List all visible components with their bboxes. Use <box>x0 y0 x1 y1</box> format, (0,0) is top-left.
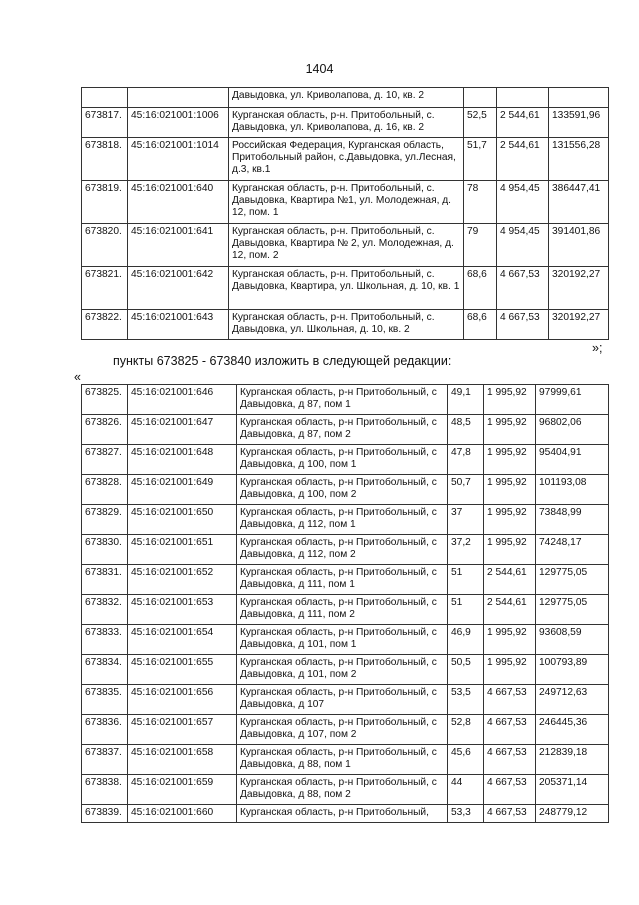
table-row <box>82 108 609 138</box>
unit-value-cell: 4 667,53 <box>484 685 536 715</box>
unit-value-cell: 2 544,61 <box>497 138 549 181</box>
unit-value-cell: 1 995,92 <box>484 625 536 655</box>
table-row <box>82 385 609 415</box>
unit-value-cell: 4 667,53 <box>484 745 536 775</box>
unit-value-cell: 4 954,45 <box>497 181 549 224</box>
table-row <box>82 685 609 715</box>
cadastral-number-cell: 45:16:021001:1014 <box>128 138 229 181</box>
cadastral-value-cell: 95404,91 <box>536 445 609 475</box>
table-row <box>82 805 609 823</box>
cadastral-value-cell: 386447,41 <box>549 181 609 224</box>
table-row <box>82 595 609 625</box>
cadastral-value-cell: 129775,05 <box>536 595 609 625</box>
cadastral-value-cell: 320192,27 <box>549 267 609 310</box>
item-number-cell: 673837. <box>82 745 128 775</box>
cadastral-number-cell: 45:16:021001:646 <box>128 385 237 415</box>
cadastral-number-cell: 45:16:021001:655 <box>128 655 237 685</box>
area-cell: 51 <box>448 595 484 625</box>
area-cell: 68,6 <box>464 267 497 310</box>
table-row <box>82 138 609 181</box>
unit-value-cell: 4 667,53 <box>484 715 536 745</box>
table-row <box>82 88 609 108</box>
table-row <box>82 775 609 805</box>
cadastral-number-cell: 45:16:021001:649 <box>128 475 237 505</box>
item-number-cell: 673831. <box>82 565 128 595</box>
table-row <box>82 715 609 745</box>
item-number-cell: 673822. <box>82 310 128 340</box>
unit-value-cell: 1 995,92 <box>484 475 536 505</box>
area-cell: 51 <box>448 565 484 595</box>
item-number-cell: 673836. <box>82 715 128 745</box>
cadastral-value-cell: 246445,36 <box>536 715 609 745</box>
table-row <box>82 415 609 445</box>
address-cell: Курганская область, р-н Притобольный, с Давыдовка, д 111, пом 1 <box>237 565 448 595</box>
cadastral-number-cell: 45:16:021001:643 <box>128 310 229 340</box>
cadastral-number-cell: 45:16:021001:660 <box>128 805 237 823</box>
item-number-cell: 673833. <box>82 625 128 655</box>
address-cell: Курганская область, р-н Притобольный, с Давыдовка, д 111, пом 2 <box>237 595 448 625</box>
unit-value-cell: 1 995,92 <box>484 505 536 535</box>
table-row <box>82 625 609 655</box>
cadastral-value-cell: 248779,12 <box>536 805 609 823</box>
cadastral-number-cell: 45:16:021001:657 <box>128 715 237 745</box>
address-cell: Курганская область, р-н Притобольный, с Давыдовка, д 107 <box>237 685 448 715</box>
area-cell: 48,5 <box>448 415 484 445</box>
table-row <box>82 565 609 595</box>
address-cell: Курганская область, р-н Притобольный, с Давыдовка, д 87, пом 2 <box>237 415 448 445</box>
cadastral-value-cell: 97999,61 <box>536 385 609 415</box>
unit-value-cell: 2 544,61 <box>484 595 536 625</box>
cadastral-value-cell: 74248,17 <box>536 535 609 565</box>
address-cell: Курганская область, р-н Притобольный, с Давыдовка, д 88, пом 1 <box>237 745 448 775</box>
cadastral-value-cell: 212839,18 <box>536 745 609 775</box>
page-number: 1404 <box>305 62 334 76</box>
area-cell: 51,7 <box>464 138 497 181</box>
item-number-cell: 673826. <box>82 415 128 445</box>
address-cell: Курганская область, р-н Притобольный, с Давыдовка, д 107, пом 2 <box>237 715 448 745</box>
address-cell: Курганская область, р-н Притобольный, с Давыдовка, д 87, пом 1 <box>237 385 448 415</box>
area-cell: 37 <box>448 505 484 535</box>
unit-value-cell: 4 667,53 <box>484 775 536 805</box>
area-cell: 49,1 <box>448 385 484 415</box>
address-cell: Курганская область, р-н Притобольный, с Давыдовка, д 100, пом 2 <box>237 475 448 505</box>
item-number-cell: 673829. <box>82 505 128 535</box>
unit-value-cell <box>497 88 549 108</box>
item-number-cell: 673817. <box>82 108 128 138</box>
opening-quote: « <box>74 370 81 384</box>
cadastral-number-cell: 45:16:021001:642 <box>128 267 229 310</box>
item-number-cell: 673821. <box>82 267 128 310</box>
unit-value-cell: 1 995,92 <box>484 385 536 415</box>
unit-value-cell: 4 954,45 <box>497 224 549 267</box>
table-row <box>82 745 609 775</box>
table-row <box>82 655 609 685</box>
item-number-cell: 673828. <box>82 475 128 505</box>
cadastral-number-cell: 45:16:021001:659 <box>128 775 237 805</box>
cadastral-number-cell: 45:16:021001:651 <box>128 535 237 565</box>
unit-value-cell: 4 667,53 <box>484 805 536 823</box>
area-cell: 52,8 <box>448 715 484 745</box>
address-cell: Курганская область, р-н Притобольный, с Давыдовка, д 112, пом 2 <box>237 535 448 565</box>
address-cell: Курганская область, р-н Притобольный, с Давыдовка, д 101, пом 2 <box>237 655 448 685</box>
item-number-cell: 673838. <box>82 775 128 805</box>
area-cell: 44 <box>448 775 484 805</box>
item-number-cell: 673834. <box>82 655 128 685</box>
cadastral-value-cell: 96802,06 <box>536 415 609 445</box>
cadastral-number-cell: 45:16:021001:653 <box>128 595 237 625</box>
cadastral-value-cell: 73848,99 <box>536 505 609 535</box>
item-number-cell: 673827. <box>82 445 128 475</box>
item-number-cell: 673825. <box>82 385 128 415</box>
address-cell: Курганская область, р-н Притобольный, с Давыдовка, д 100, пом 1 <box>237 445 448 475</box>
area-cell: 37,2 <box>448 535 484 565</box>
area-cell: 46,9 <box>448 625 484 655</box>
unit-value-cell: 1 995,92 <box>484 445 536 475</box>
cadastral-number-cell: 45:16:021001:640 <box>128 181 229 224</box>
table-row <box>82 310 609 340</box>
table-row <box>82 181 609 224</box>
cadastral-number-cell: 45:16:021001:652 <box>128 565 237 595</box>
item-number-cell: 673832. <box>82 595 128 625</box>
table-row <box>82 535 609 565</box>
cadastral-value-cell: 129775,05 <box>536 565 609 595</box>
area-cell <box>464 88 497 108</box>
item-number-cell: 673819. <box>82 181 128 224</box>
property-table-continued <box>81 87 609 340</box>
unit-value-cell: 1 995,92 <box>484 415 536 445</box>
address-cell: Курганская область, р-н Притобольный, с Давыдовка, д 88, пом 2 <box>237 775 448 805</box>
address-cell: Курганская область, р-н. Притобольный, с. Давыдовка, ул. Криволапова, д. 16, кв. 2 <box>229 108 464 138</box>
cadastral-number-cell: 45:16:021001:656 <box>128 685 237 715</box>
amendment-instruction: пункты 673825 - 673840 изложить в следующей редакции: <box>113 354 452 368</box>
area-cell: 53,3 <box>448 805 484 823</box>
item-number-cell: 673830. <box>82 535 128 565</box>
address-cell: Курганская область, р-н Притобольный, <box>237 805 448 823</box>
cadastral-value-cell: 249712,63 <box>536 685 609 715</box>
area-cell: 52,5 <box>464 108 497 138</box>
area-cell: 68,6 <box>464 310 497 340</box>
cadastral-number-cell: 45:16:021001:648 <box>128 445 237 475</box>
item-number-cell <box>82 88 128 108</box>
address-cell: Курганская область, р-н. Притобольный, с. Давыдовка, Квартира № 2, ул. Молодежная, д. 12, пом. 2 <box>229 224 464 267</box>
unit-value-cell: 2 544,61 <box>484 565 536 595</box>
cadastral-value-cell <box>549 88 609 108</box>
cadastral-value-cell: 391401,86 <box>549 224 609 267</box>
item-number-cell: 673820. <box>82 224 128 267</box>
area-cell: 47,8 <box>448 445 484 475</box>
cadastral-number-cell: 45:16:021001:650 <box>128 505 237 535</box>
cadastral-value-cell: 320192,27 <box>549 310 609 340</box>
cadastral-number-cell: 45:16:021001:1006 <box>128 108 229 138</box>
address-cell: Давыдовка, ул. Криволапова, д. 10, кв. 2 <box>229 88 464 108</box>
area-cell: 50,5 <box>448 655 484 685</box>
area-cell: 78 <box>464 181 497 224</box>
area-cell: 79 <box>464 224 497 267</box>
property-table-amended <box>81 384 609 823</box>
address-cell: Российская Федерация, Курганская область, Притобольный район, с.Давыдовка, ул.Лесная, д.3, кв.1 <box>229 138 464 181</box>
area-cell: 45,6 <box>448 745 484 775</box>
address-cell: Курганская область, р-н. Притобольный, с. Давыдовка, Квартира, ул. Школьная, д. 10, кв. 1 <box>229 267 464 310</box>
cadastral-number-cell: 45:16:021001:658 <box>128 745 237 775</box>
address-cell: Курганская область, р-н. Притобольный, с. Давыдовка, ул. Школьная, д. 10, кв. 2 <box>229 310 464 340</box>
address-cell: Курганская область, р-н. Притобольный, с. Давыдовка, Квартира №1, ул. Молодежная, д. 12, пом. 1 <box>229 181 464 224</box>
cadastral-value-cell: 133591,96 <box>549 108 609 138</box>
cadastral-number-cell: 45:16:021001:654 <box>128 625 237 655</box>
item-number-cell: 673818. <box>82 138 128 181</box>
table-row <box>82 475 609 505</box>
area-cell: 50,7 <box>448 475 484 505</box>
item-number-cell: 673835. <box>82 685 128 715</box>
cadastral-value-cell: 100793,89 <box>536 655 609 685</box>
table-row <box>82 445 609 475</box>
cadastral-value-cell: 93608,59 <box>536 625 609 655</box>
table-row <box>82 267 609 310</box>
unit-value-cell: 4 667,53 <box>497 310 549 340</box>
cadastral-value-cell: 131556,28 <box>549 138 609 181</box>
cadastral-value-cell: 205371,14 <box>536 775 609 805</box>
cadastral-value-cell: 101193,08 <box>536 475 609 505</box>
area-cell: 53,5 <box>448 685 484 715</box>
address-cell: Курганская область, р-н Притобольный, с Давыдовка, д 112, пом 1 <box>237 505 448 535</box>
closing-quote: »; <box>592 341 603 355</box>
cadastral-number-cell: 45:16:021001:641 <box>128 224 229 267</box>
cadastral-number-cell <box>128 88 229 108</box>
unit-value-cell: 1 995,92 <box>484 655 536 685</box>
unit-value-cell: 2 544,61 <box>497 108 549 138</box>
table-row <box>82 224 609 267</box>
item-number-cell: 673839. <box>82 805 128 823</box>
table-row <box>82 505 609 535</box>
unit-value-cell: 1 995,92 <box>484 535 536 565</box>
cadastral-number-cell: 45:16:021001:647 <box>128 415 237 445</box>
address-cell: Курганская область, р-н Притобольный, с Давыдовка, д 101, пом 1 <box>237 625 448 655</box>
unit-value-cell: 4 667,53 <box>497 267 549 310</box>
